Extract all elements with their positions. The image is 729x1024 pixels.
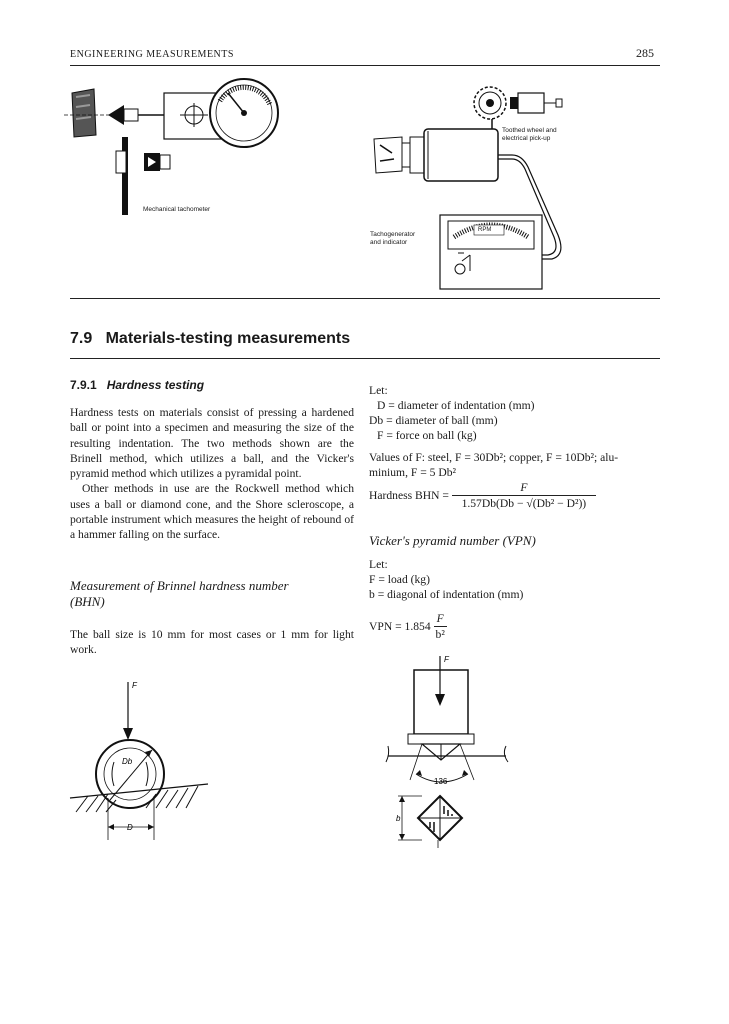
vicker-heading: Vicker's pyramid number (VPN) <box>369 533 536 548</box>
section-rule <box>70 358 660 359</box>
brinell-indentation-label: D <box>127 823 133 832</box>
page-number: 285 <box>636 46 654 60</box>
values-of-F-line-2: minium, F = 5 Db² <box>369 466 456 479</box>
section-heading: Materials-testing measurements <box>105 330 351 347</box>
right-column-text <box>369 383 669 480</box>
brinell-heading-line-2: (BHN) <box>70 594 105 609</box>
definition-load: F = load (kg) <box>369 573 430 586</box>
toothed-wheel-label-2: electrical pick-up <box>502 135 551 142</box>
brinell-ball-diameter-label: Db <box>122 757 133 766</box>
tachogenerator-label-1: Tachogenerator <box>370 231 416 238</box>
definition-F: F = force on ball (kg) <box>377 429 477 442</box>
vicker-diagonal-label: b <box>396 814 401 823</box>
bhn-formula <box>369 480 669 511</box>
subsection-heading: Hardness testing <box>106 378 205 392</box>
rpm-label: RPM <box>478 227 492 233</box>
tachogenerator-label-2: and indicator <box>370 239 408 246</box>
brinell-ball-figure <box>70 672 210 842</box>
vpn-numerator: F <box>434 611 447 627</box>
paragraph-other-methods: Other methods in use are the Rockwell method which uses a ball or diamond cone, and the Shore scleroscope, a portable instrument which measures the height of rebound of a hammer falling on the surface. <box>70 482 354 542</box>
running-title: ENGINEERING MEASUREMENTS <box>70 49 234 60</box>
tachogenerator-figure <box>362 75 572 295</box>
let-label-1: Let: <box>369 384 388 397</box>
section-title <box>70 330 350 348</box>
subsection-title <box>70 378 204 392</box>
bhn-numerator: F <box>452 480 596 496</box>
paragraph-ball-size: The ball size is 10 mm for most cases or 1 mm for light work. <box>70 628 354 657</box>
left-column-text <box>70 405 354 543</box>
brinell-heading-line-1: Measurement of Brinnel hardness number <box>70 578 289 593</box>
bhn-label: Hardness BHN = <box>369 489 449 502</box>
subsection-number: 7.9.1 <box>70 378 97 392</box>
values-of-F-line-1: Values of F: steel, F = 30Db²; copper, F = 10Db²; alu- <box>369 451 619 464</box>
header-rule <box>70 65 660 66</box>
paragraph-hardness-intro: Hardness tests on materials consist of pressing a hardened ball or point into a specimen and measuring the size of the resulting indentation. The two methods shown are the Brinell method, which utilizes a ball, and the Vicker's pyramid method which utilizes a pyramidal point. <box>70 406 354 481</box>
vpn-denominator: b² <box>435 628 445 641</box>
bhn-fraction <box>452 480 596 511</box>
vicker-pyramid-figure <box>382 650 522 850</box>
vpn-fraction <box>434 611 447 642</box>
section-number: 7.9 <box>70 330 93 347</box>
vicker-angle-label: 136 <box>434 777 448 786</box>
figure-rule <box>70 298 660 299</box>
vpn-formula <box>369 611 447 642</box>
toothed-wheel-label-1: Toothed wheel and <box>502 127 557 134</box>
definition-Db: Db = diameter of ball (mm) <box>369 414 498 427</box>
vicker-definitions <box>369 557 669 602</box>
brinell-force-label: F <box>132 681 137 690</box>
brinell-heading <box>70 578 354 610</box>
mechanical-tachometer-figure <box>60 75 290 225</box>
definition-D: D = diameter of indentation (mm) <box>377 399 535 412</box>
mechanical-tachometer-label: Mechanical tachometer <box>143 206 211 213</box>
let-label-2: Let: <box>369 558 388 571</box>
vpn-label: VPN = 1.854 <box>369 620 431 633</box>
definition-b: b = diagonal of indentation (mm) <box>369 588 524 601</box>
bhn-denominator: 1.57Db(Db − √(Db² − D²)) <box>461 497 587 510</box>
vicker-force-label: F <box>444 655 449 664</box>
